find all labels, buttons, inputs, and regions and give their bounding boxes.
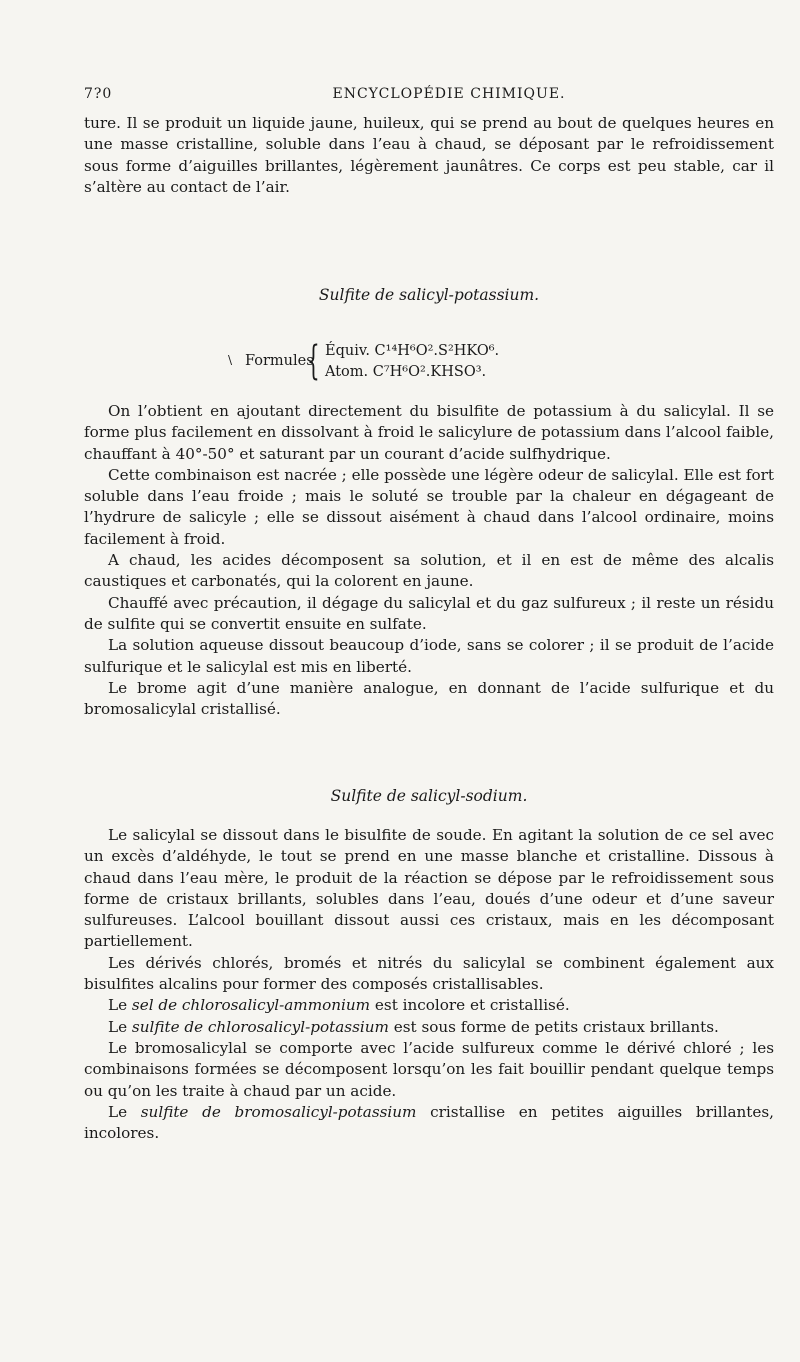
paragraph: A chaud, les acides décomposent sa solution, et il en est de même des alcalis caustiques et carbonatés, qui la colorent en jaune. — [84, 551, 774, 591]
intro-paragraph: ture. Il se produit un liquide jaune, huileux, qui se prend au bout de quelques heures en une masse cristalline, soluble dans l’eau à chaud, se déposant par le refroidissement sous forme d’aiguilles brillantes, légèrement jaunâtres. Ce corps est peu stable, car il s’altère au contact de l’air. — [84, 114, 774, 196]
paragraph: Le brome agit d’une manière analogue, en donnant de l’acide sulfurique et du bromosalicylal cristallisé. — [84, 678, 774, 719]
running-title: ENCYCLOPÉDIE CHIMIQUE. — [332, 86, 566, 102]
section1-body — [84, 401, 774, 720]
formulas-label: Formules — [245, 353, 314, 369]
intro-text — [84, 113, 774, 198]
margin-mark: \ — [228, 353, 233, 367]
paragraph: Chauffé avec précaution, il dégage du salicylal et du gaz sulfureux ; il reste un résidu de sulfite qui se convertit ensuite en sulfate. — [84, 593, 774, 633]
section-title-salicyl-potassium: Sulfite de salicyl-potassium. — [318, 286, 540, 304]
paragraph-chloro-ammonium: Le sel de chlorosalicyl-ammonium est incolore et cristallisé. — [108, 996, 570, 1015]
paragraph: Le bromosalicylal se comporte avec l’acide sulfureux comme le dérivé chloré ; les combinaisons formées se décomposent lorsqu’on les fait bouillir pendant quelque temps ou qu’on les traite à chaud par un acide. — [84, 1038, 774, 1100]
running-head — [84, 86, 774, 106]
page-number: 7?0 — [84, 86, 113, 102]
paragraph: Le salicylal se dissout dans le bisulfite de soude. En agitant la solution de ce sel avec un excès d’aldéhyde, le tout se prend en une masse blanche et cristalline. Dissous à chaud dans l’eau mère, le produit de la réaction se dépose par le refroidissement sous forme de cristaux brillants, solubles dans l’eau, doués d’une odeur et d’une saveur sulfureuses. L’alcool bouillant dissout aussi ces cristaux, mais en les décomposant partiellement. — [84, 826, 774, 951]
paragraph-chloro-potassium: Le sulfite de chlorosalicyl-potassium est sous forme de petits cristaux brillants. — [108, 1017, 719, 1036]
formulas-block — [245, 338, 645, 387]
paragraph: On l’obtient en ajoutant directement du bisulfite de potassium à du salicylal. Il se forme plus facilement en dissolvant à froid le salicylure de potassium dans l’alcool faible, chauffant à 40°-50° et saturant par un courant d’acide sulfhydrique. — [84, 402, 774, 463]
paragraph: La solution aqueuse dissout beaucoup d’iode, sans se colorer ; il se produit de l’acide sulfurique et le salicylal est mis en liberté. — [84, 636, 774, 676]
paragraph: Cette combinaison est nacrée ; elle possède une légère odeur de salicylal. Elle est fort soluble dans l’eau froide ; mais le soluté se trouble par la chaleur en dégageant de l’hydrure de salicyle ; elle se dissout aisément à chaud dans l’alcool ordinaire, moins facilement à froid. — [84, 465, 774, 548]
compound-name: sulfite de chlorosalicyl-potassium — [131, 1017, 389, 1036]
compound-name: sel de chlorosalicyl-ammonium — [131, 996, 371, 1015]
compound-name: sulfite de bromosalicyl-potassium — [140, 1102, 417, 1121]
paragraph-bromo-potassium: Le sulfite de bromosalicyl-potassium cristallise en petites aiguilles brillantes, incolores. — [84, 1102, 775, 1143]
section2-body — [84, 825, 774, 1144]
brace-icon: { — [307, 338, 320, 384]
formula-atomic: Atom. C⁷H⁶O².KHSO³. — [325, 364, 487, 380]
paragraph: Les dérivés chlorés, bromés et nitrés du salicylal se combinent également aux bisulfites alcalins pour former des composés cristallisables. — [84, 953, 774, 994]
formula-equivalent: Équiv. C¹⁴H⁶O².S²HKO⁶. — [325, 343, 500, 359]
section-title-salicyl-sodium: Sulfite de salicyl-sodium. — [330, 787, 528, 805]
